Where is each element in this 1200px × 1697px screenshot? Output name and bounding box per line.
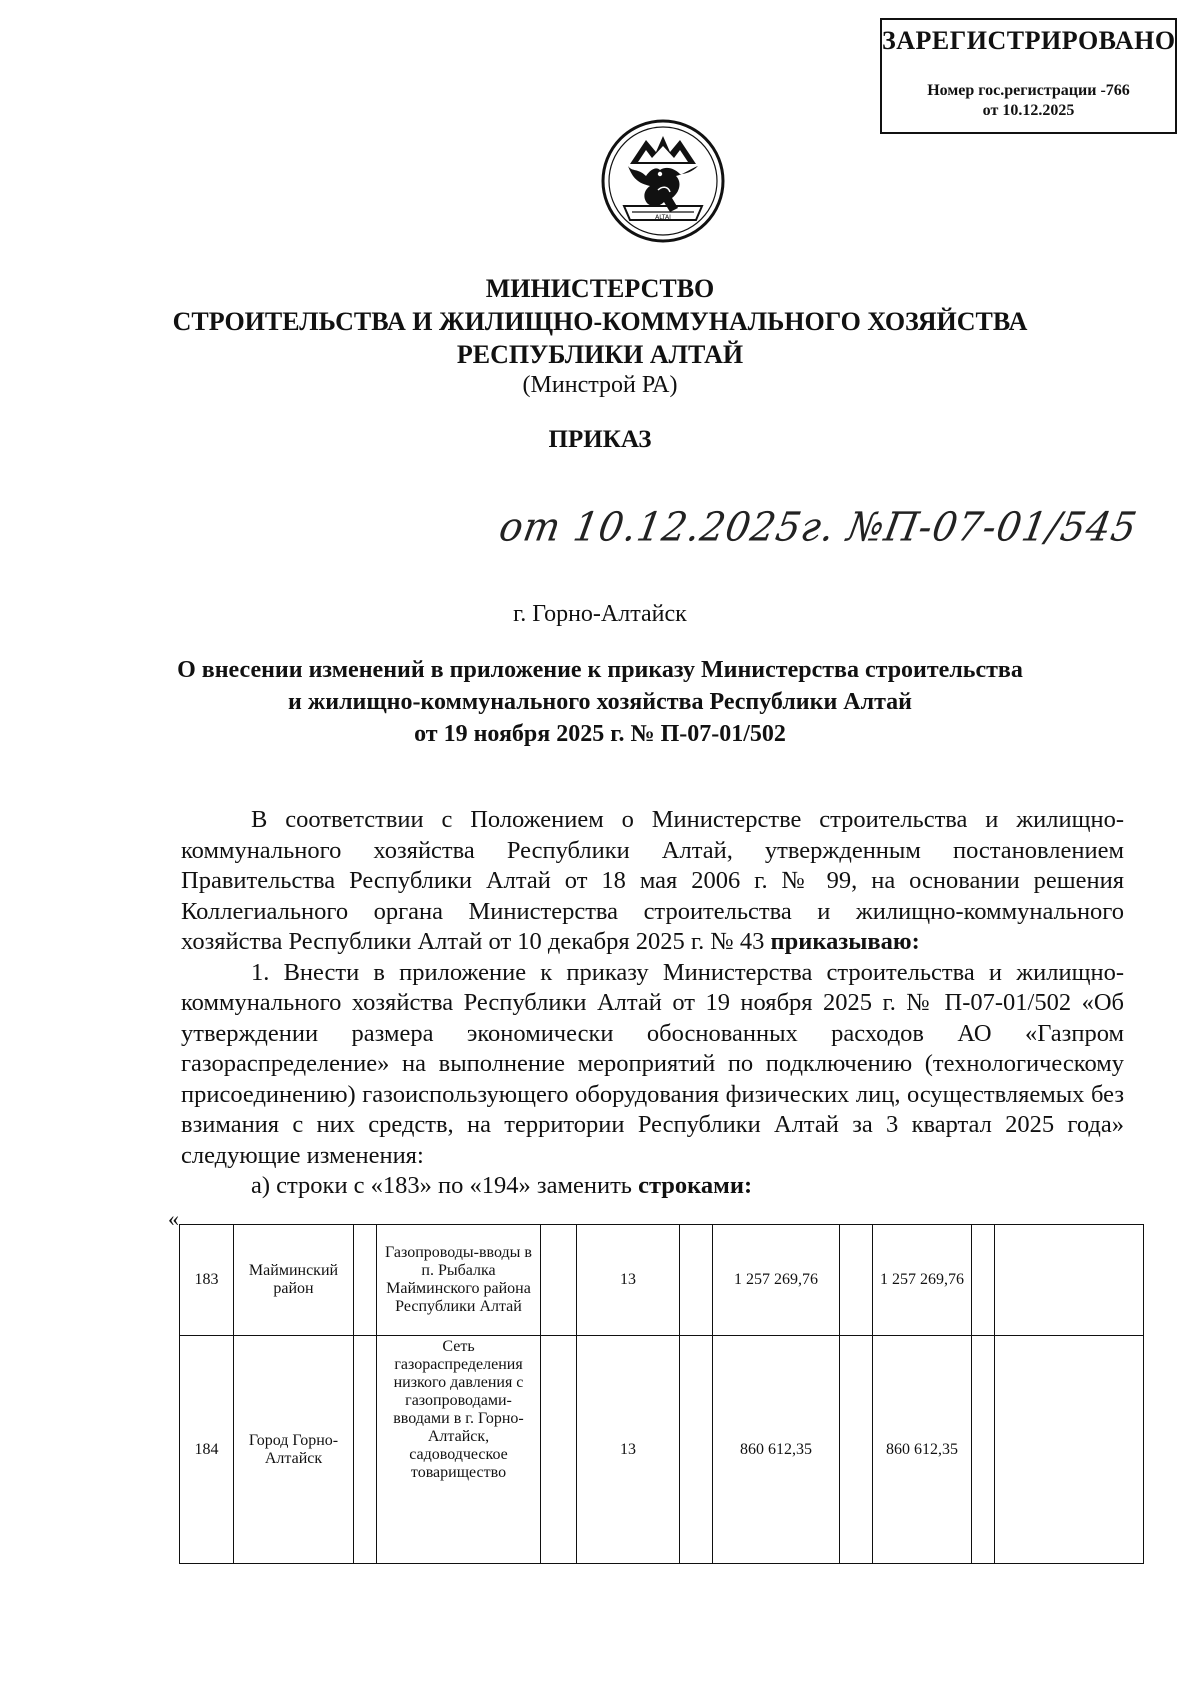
- city-line: г. Горно-Алтайск: [513, 601, 687, 627]
- empty-cell: [840, 1336, 873, 1564]
- ministry-line-1: МИНИСТЕРСТВО: [485, 274, 715, 303]
- empty-cell: [995, 1336, 1144, 1564]
- empty-cell: [354, 1336, 377, 1564]
- ministry-line-3: РЕСПУБЛИКИ АЛТАЙ: [456, 340, 744, 369]
- empty-cell: [972, 1336, 995, 1564]
- row-value-1: 860 612,35: [713, 1336, 840, 1564]
- altai-coat-of-arms-icon: [598, 116, 728, 246]
- empty-cell: [680, 1225, 713, 1336]
- row-district: Майминский район: [234, 1225, 354, 1336]
- stamp-registration-number: Номер гос.регистрации -766: [927, 82, 1130, 99]
- row-description: Сеть газораспределения низкого давления с газопроводами-вводами в г. Горно-Алтайск, садоводческое товарищество: [377, 1336, 541, 1564]
- document-type-title: ПРИКАЗ: [548, 426, 652, 453]
- row-count: 13: [577, 1336, 680, 1564]
- amendment-instruction: а) строки с «183» по «194» заменить: [251, 1172, 632, 1199]
- order-subject: [0, 654, 1200, 750]
- table-row: [180, 1336, 1144, 1564]
- row-count: 13: [577, 1225, 680, 1336]
- ministry-name: [0, 272, 1200, 371]
- order-directive: приказываю:: [770, 928, 920, 955]
- amended-rows-table: [179, 1224, 1144, 1564]
- empty-cell: [354, 1225, 377, 1336]
- empty-cell: [680, 1336, 713, 1564]
- emblem-inscription: ALTAI: [655, 214, 671, 221]
- empty-cell: [972, 1225, 995, 1336]
- body-paragraph-2: 1. Внести в приложение к приказу Министерства строительства и жилищно-коммунального хозяйства Республики Алтай от 19 ноября 2025 г. № П-07-01/502 «Об утверждении размера экономически обоснованных расходов АО «Газпром газораспределение» на выполнение мероприятий по подключению (технологическому присоединению) газоиспользующего оборудования физических лиц, осуществляемых без взимания с них средств, на территории Республики Алтай за 3 квартал 2025 года» следующие изменения:: [181, 958, 1124, 1169]
- preamble-text: В соответствии с Положением о Министерстве строительства и жилищно-коммунального хозяйства Республики Алтай, утвержденным постановлением Правительства Республики Алтай от 18 мая 2006 г. № 99, на основании решения Коллегиального органа Министерства строительства и жилищно-коммунального хозяйства Республики Алтай от 10 декабря 2025 г. № 43: [181, 806, 1124, 955]
- ministry-abbreviation: (Минстрой РА): [522, 372, 678, 398]
- amendment-instruction-bold: строками:: [638, 1172, 753, 1199]
- row-number: 184: [180, 1336, 234, 1564]
- row-value-2: 1 257 269,76: [873, 1225, 972, 1336]
- empty-cell: [541, 1225, 577, 1336]
- empty-cell: [995, 1225, 1144, 1336]
- stamp-registration-date: от 10.12.2025: [982, 102, 1075, 119]
- row-value-2: 860 612,35: [873, 1336, 972, 1564]
- body-paragraph-3: [181, 1171, 1124, 1202]
- subject-line-1: О внесении изменений в приложение к приказу Министерства строительства: [177, 657, 1023, 683]
- row-number: 183: [180, 1225, 234, 1336]
- body-paragraph-1: [181, 805, 1124, 958]
- subject-line-2: и жилищно-коммунального хозяйства Республики Алтай: [288, 689, 912, 715]
- ministry-line-2: СТРОИТЕЛЬСТВА И ЖИЛИЩНО-КОММУНАЛЬНОГО ХОЗЯЙСТВА: [172, 307, 1028, 336]
- order-body: [181, 805, 1124, 1202]
- handwritten-order-number: от 10.12.2025г. №П-07-01/545: [495, 503, 1141, 551]
- empty-cell: [541, 1336, 577, 1564]
- empty-cell: [840, 1225, 873, 1336]
- stamp-title: ЗАРЕГИСТРИРОВАНО: [882, 26, 1176, 55]
- row-description: Газопроводы-вводы в п. Рыбалка Майминского района Республики Алтай: [377, 1225, 541, 1336]
- subject-line-3: от 19 ноября 2025 г. № П-07-01/502: [414, 721, 786, 747]
- registration-stamp: [880, 18, 1177, 134]
- opening-quote-mark: «: [168, 1206, 179, 1231]
- row-value-1: 1 257 269,76: [713, 1225, 840, 1336]
- row-district: Город Горно-Алтайск: [234, 1336, 354, 1564]
- table-row: [180, 1225, 1144, 1336]
